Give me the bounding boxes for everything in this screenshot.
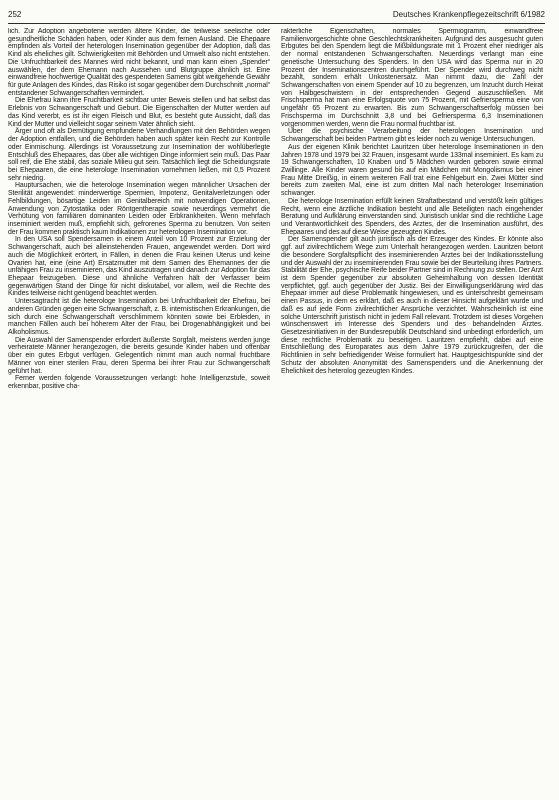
body-paragraph: Die Ehefrau kann ihre Fruchtbarkeit sichtbar unter Beweis stellen und hat selbst das Erlebnis von Schwangerschaft und Geburt. Die Eigenschaften der Mutter werden auf das Kind vererbt, es ist ihr eigen Fleisch und Blut, es besteht gute Aussicht, daß das Kind der Mutter und vielleicht sogar seinem Vater ähnlich sieht. (8, 97, 270, 128)
body-paragraph: Die heterologe Insemination erfüllt keinen Straftatbestand und verstößt kein gültiges Recht, wenn eine ärztliche Indikation besteht und alle Beteiligten nach eingehender Beratung und Aufklärung einverstanden sind. Juristisch unklar sind die rechtliche Lage und Verantwortlichkeit des Spenders, des Arztes, der die Insemination ausführt, des Ehepaares und des auf diese Weise gezeugten Kindes. (281, 197, 543, 236)
body-paragraph: Ferner werden folgende Voraussetzungen verlangt: hohe Intelligenzstufe, soweit erkennbar, positive cha- (8, 375, 270, 391)
body-paragraph: Ärger und oft als Demütigung empfundene Verhandlungen mit den Behörden wegen der Adoption entfallen, und die Behörden haben auch später kein Recht zur Kontrolle oder Einmischung. Allerdings ist Voraussetzung zur Insemination der wohlüberlegte Entschluß des Ehepaares, das über alle wichtigen Dinge informiert sein muß. Das Paar soll reif, die Ehe stabil, das soziale Milieu gut sein. Tatsächlich liegt die Scheidungsrate bei Ehepaaren, die eine heterologe Insemination vornehmen ließen, mit 0,5 Prozent sehr niedrig. (8, 128, 270, 182)
body-paragraph: Über die psychische Verarbeitung der heterologen Insemination und Schwangerschaft bei beiden Partnern gibt es leider noch zu wenige Untersuchungen. (281, 128, 543, 144)
page-number: 252 (8, 10, 22, 19)
right-column (281, 28, 543, 794)
header-rule (8, 23, 545, 24)
body-paragraph: Der Samenspender gilt auch juristisch als der Erzeuger des Kindes. Er könnte also ggf. auf zivilrechtlichem Wege zum Unterhalt herangezogen werden. Lauritzen betont die besondere Sorgfaltspflicht des inseminierenden Arztes bei der Indikationsstellung und der Auswahl der zu inseminierenden Frau sowie bei der Beurteilung ihres Partners. Stabilität der Ehe, psychische Reife beider Partner sind in Rechnung zu stellen. Der Arzt ist dem Spender gegenüber zur absoluten Geheimhaltung von dessen Identität verpflichtet, ggf. auch gegenüber der Justiz. Bei der Einwilligungserklärung wird das Ehepaar immer auf diese Problematik hingewiesen, und es unterschreibt gemeinsam einen Passus, in dem es erklärt, daß es auch in dieser Hinsicht aufgeklärt wurde und daß es auf jede Form zivilrechtlicher Ansprüche verzichtet. Wahrscheinlich ist eine solche Unterschrift juristisch nicht in jedem Fall relevant. Trotzdem ist dieses Vorgehen wünschenswert im Interesse des Spenders und des behandelnden Arztes. Gesetzesinitiativen in der Bundesrepublik Deutschland sind unbedingt erforderlich, um diese rechtliche Problematik zu beseitigen. Lauritzen empfiehlt, dabei auf eine Entschließung des Europarates aus dem Jahre 1979 zurückzugreifen, der die Richtlinien in sehr befriedigender Weise formuliert hat. Hauptgesichtspunkte sind der Schutz der absoluten Anonymität des Samenspenders und die Anerkennung der Ehelichkeit des heterolog gezeugten Kindes. (281, 236, 543, 375)
body-paragraph: Untersagtracht ist die heterologe Insemination bei Unfruchtbarkeit der Ehefrau, bei anderen Gründen gegen eine Schwangerschaft, z. B. internistischen Erkrankungen, die sich durch eine Schwangerschaft verschlimmern könnten sowie bei Erbleiden, in manchen Fällen auch bei höherem Alter der Frau, bei Drogenabhängigkeit und bei Alkoholismus. (8, 298, 270, 337)
running-header (8, 9, 545, 21)
journal-name: Deutsches Krankenpflegezeitschrift 6/1982 (392, 10, 545, 19)
left-column (8, 28, 270, 794)
body-paragraph: Hauptursachen, wie die heterologe Insemination wegen männlicher Ursachen der Sterilität angewendet: minderwertige Spermien, Impotenz, Genitalverletzungen oder Fehlbildungen, bösartige Leiden im Genitalbereich mit notwendigen Operationen, Anwendung von Zytostatika oder Röntgentherapie sowie neuerdings vermehrt die Verhütung von familiären dominanten Leiden oder Erbkrankheiten. Wenn mehrfach inseminiert werden muß, empfiehlt sich, gefrorenes Sperma zu benutzen. Von seiten der Frau kommen praktisch kaum Indikationen zur heterologen Insemination vor. (8, 182, 270, 236)
body-paragraph: Die Auswahl der Samenspender erfordert äußerste Sorgfalt, meistens werden junge verheiratete Männer herangezogen, die bereits gesunde Kinder haben und offenbar über ein gutes Erbgut verfügen. Gelegentlich nimmt man auch normal fruchtbare Männer von einer sterilen Frau, deren Sperma bei ihrer Frau zur Schwangerschaft geführt hat. (8, 336, 270, 375)
body-paragraph: Aus der eigenen Klinik berichtet Lauritzen über heterologe Inseminationen in den Jahren 1978 und 1979 bei 32 Frauen, insgesamt wurde 133mal inseminiert. Es kam zu 19 Schwangerschaften, 10 Knaben und 5 Mädchen wurden geboren sowie einmal Zwillinge. Alle Kinder waren gesund bis auf ein Mädchen mit Mongolismus bei einer Frau Mitte Dreißig, in einem weiteren Fall trat eine Fehlgeburt ein. Zwei Mütter sind bereits zum zweiten Mal, eine ist zum dritten Mal nach heterologer Insemination schwanger. (281, 143, 543, 198)
body-paragraph: lich. Zur Adoption angebotene werden ältere Kinder, die teilweise seelische oder gesundheitliche Schäden haben, oder Kinder aus dem fernen Ausland. Die Ehepaare empfinden als Vorteil der heterologen Insemination gegenüber der Adoption, daß das Kind als eheliches gilt. Schwierigkeiten mit Behörden und Umwelt also nicht entstehen. Die Unfruchtbarkeit des Mannes wird nicht bekannt, und man kann einen „Spender“ auswählen, der dem Ehemann nach Aussehen und Blutgruppe ähnlich ist. Eine einwandfreie hochwertige Qualität des gespendeten Samens gibt weitgehende Gewähr für gute Anlagen des Kindes, das Risiko ist sogar gegenüber dem Durchschnitt „normal“ entstandener Schwangerschaften vermindert. (8, 28, 270, 97)
body-paragraph: In den USA soll Spendersamen in einem Anteil von 10 Prozent zur Erzielung der Schwangerschaft, auch bei alleinstehenden Frauen, angewendet werden. Dort wird auch die Möglichkeit erörtert, in Fällen, in denen die Frau keinen Uterus und keine Ovarien hat, eine (eine Art) Ersatzmutter mit dem Samen des Ehemannes der die unfähigen Frau zu inseminieren, das Kind auszutragen und danach zur Adoption für das Ehepaar freizugeben. Diese und ähnliche Verfahren hält der Verfasser beim gegenwärtigen Stand der Dinge für nicht diskutabel, vor allem, weil die Rechte des Kindes teilweise nicht genügend beachtet werden. (8, 236, 270, 298)
body-paragraph: rakterliche Eigenschaften, normales Spermiogramm, einwandfreie Familienvorgeschichte ohne Geschlechtskrankheiten. Aufgrund des ausgesucht guten Erbgutes bei den Spendern liegt die Mißbildungsrate mit 1 Prozent eher niedriger als der normal entstandenen Schwangerschaften. Neuerdings verlangt man eine genetische Untersuchung des Spenders. In den USA wird das Sperma nur in 20 Prozent der Inseminationszentren durchgeführt. Der Spender wird durchweg nicht bezahlt, sondern erhält Unkostenersatz. Man nimmt dazu, die Zahl der Schwangerschaften von einem Spender auf 10 zu begrenzen, um Inzucht durch Heirat von Halbgeschwistern in der entsprechenden Gegend auszuschließen. Mit Frischsperma hat man eine Erfolgsquote von 75 Prozent, mit Gefriersperma eine von ungefähr 65 Prozent zu erwarten. Bis zum Schwangerschaftserfolg müssen bei Frischsperma im Durchschnitt 3,8 und bei Gefriersperma 6,3 Inseminationen vorgenommen werden, wenn die Frau normal fruchtbar ist. (281, 28, 543, 128)
